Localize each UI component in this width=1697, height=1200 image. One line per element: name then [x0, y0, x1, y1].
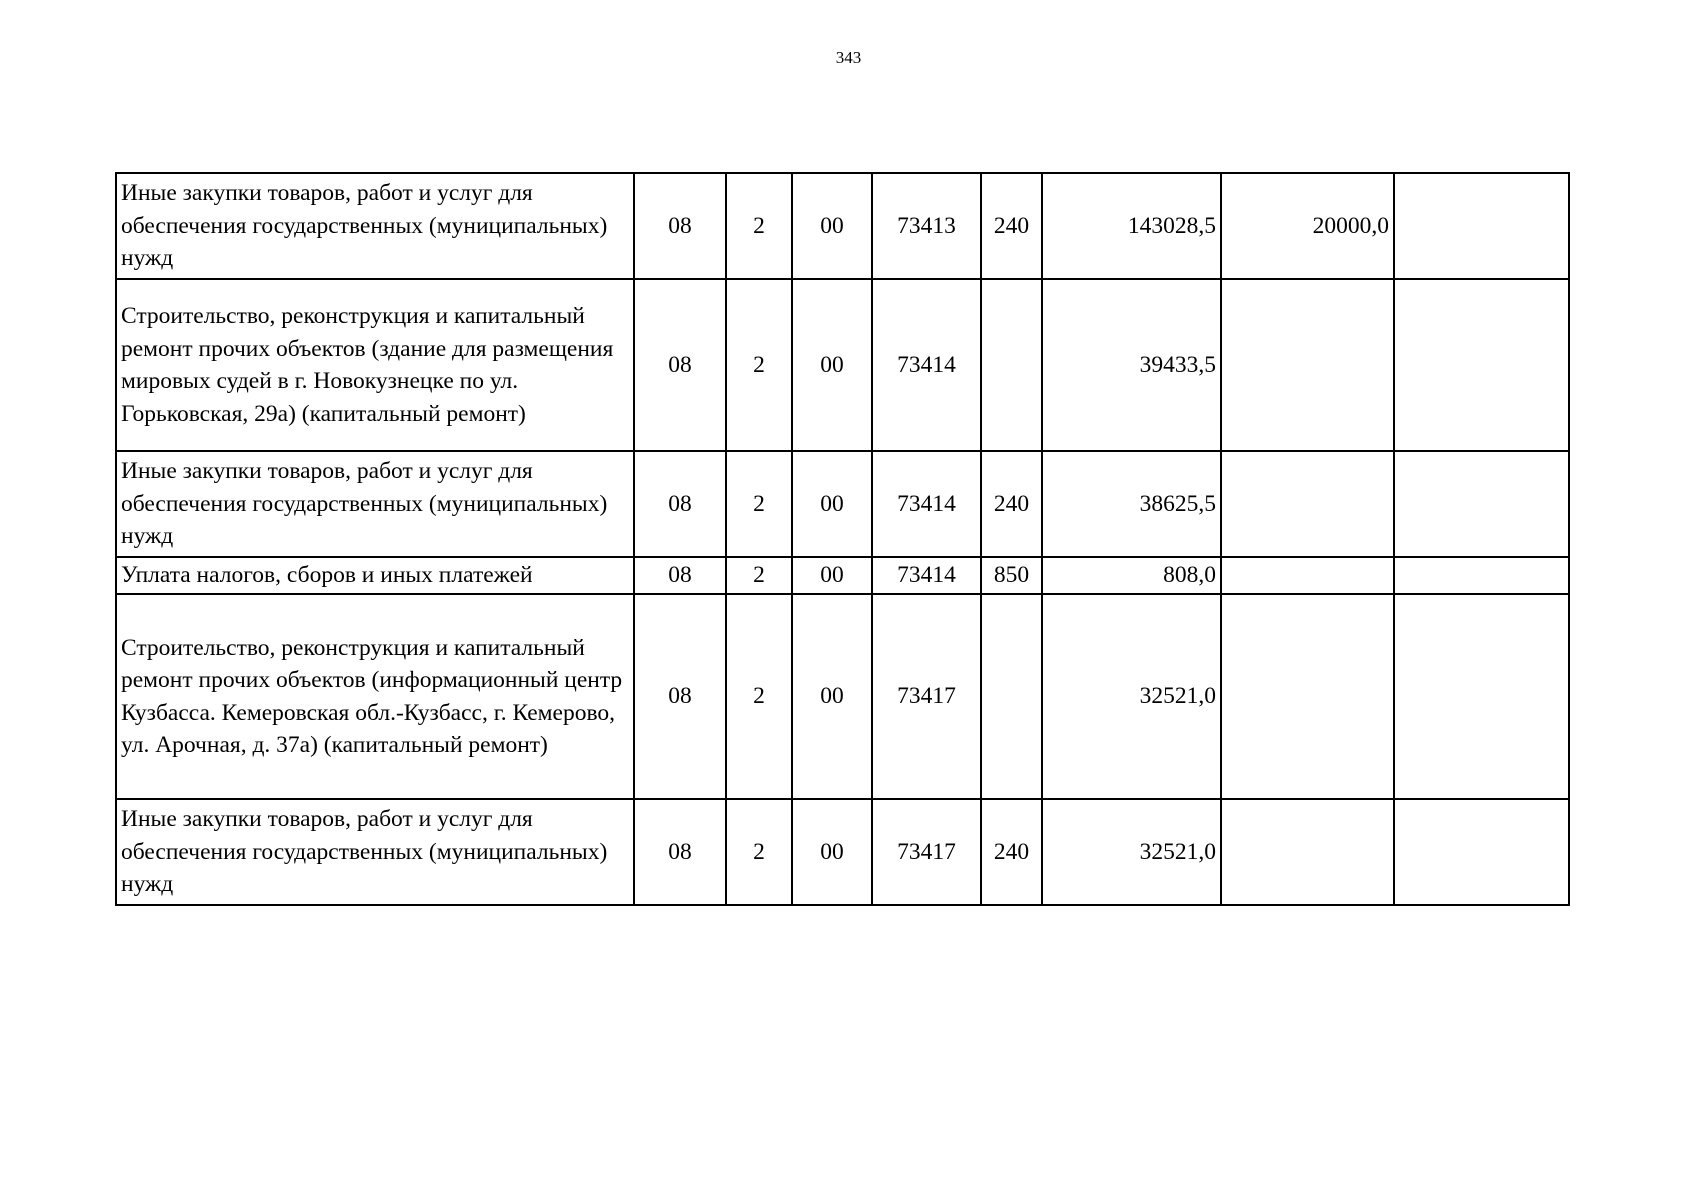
amount-3 — [1394, 173, 1569, 279]
program-code: 00 — [792, 594, 872, 799]
amount-2 — [1221, 279, 1394, 451]
target-code: 73413 — [872, 173, 981, 279]
amount-2 — [1221, 557, 1394, 594]
table-row — [116, 799, 1569, 905]
expense-type-code: 240 — [981, 173, 1042, 279]
section-code: 08 — [634, 799, 726, 905]
amount-1: 32521,0 — [1042, 799, 1221, 905]
target-code: 73414 — [872, 557, 981, 594]
amount-1: 32521,0 — [1042, 594, 1221, 799]
program-code: 00 — [792, 279, 872, 451]
program-code: 00 — [792, 173, 872, 279]
table-row — [116, 451, 1569, 557]
section-code: 08 — [634, 173, 726, 279]
section-code: 08 — [634, 557, 726, 594]
row-name: Иные закупки товаров, работ и услуг для обеспечения государственных (муниципальных) нужд — [116, 173, 634, 279]
row-name: Строительство, реконструкция и капитальный ремонт прочих объектов (здание для размещения мировых судей в г. Новокузнецке по ул. Горьковская, 29а) (капитальный ремонт) — [116, 279, 634, 451]
table-row — [116, 173, 1569, 279]
amount-3 — [1394, 799, 1569, 905]
amount-2 — [1221, 451, 1394, 557]
section-code: 08 — [634, 451, 726, 557]
expense-type-code: 850 — [981, 557, 1042, 594]
expense-type-code: 240 — [981, 799, 1042, 905]
target-code: 73417 — [872, 594, 981, 799]
target-code: 73414 — [872, 451, 981, 557]
subsection-code: 2 — [726, 557, 792, 594]
row-name: Иные закупки товаров, работ и услуг для обеспечения государственных (муниципальных) нужд — [116, 799, 634, 905]
target-code: 73414 — [872, 279, 981, 451]
subsection-code: 2 — [726, 799, 792, 905]
amount-2 — [1221, 799, 1394, 905]
amount-3 — [1394, 279, 1569, 451]
budget-table — [115, 172, 1570, 906]
subsection-code: 2 — [726, 451, 792, 557]
subsection-code: 2 — [726, 594, 792, 799]
expense-type-code: 240 — [981, 451, 1042, 557]
amount-3 — [1394, 451, 1569, 557]
row-name: Иные закупки товаров, работ и услуг для обеспечения государственных (муниципальных) нужд — [116, 451, 634, 557]
expense-type-code — [981, 279, 1042, 451]
program-code: 00 — [792, 799, 872, 905]
amount-1: 808,0 — [1042, 557, 1221, 594]
amount-1: 38625,5 — [1042, 451, 1221, 557]
subsection-code: 2 — [726, 173, 792, 279]
amount-1: 39433,5 — [1042, 279, 1221, 451]
row-name: Строительство, реконструкция и капитальный ремонт прочих объектов (информационный центр Кузбасса. Кемеровская обл.-Кузбасс, г. Кемерово, ул. Арочная, д. 37а) (капитальный ремонт) — [116, 594, 634, 799]
amount-2: 20000,0 — [1221, 173, 1394, 279]
amount-1: 143028,5 — [1042, 173, 1221, 279]
expense-type-code — [981, 594, 1042, 799]
table-row — [116, 557, 1569, 594]
program-code: 00 — [792, 557, 872, 594]
row-name: Уплата налогов, сборов и иных платежей — [116, 557, 634, 594]
amount-3 — [1394, 557, 1569, 594]
section-code: 08 — [634, 279, 726, 451]
table-row — [116, 279, 1569, 451]
program-code: 00 — [792, 451, 872, 557]
section-code: 08 — [634, 594, 726, 799]
target-code: 73417 — [872, 799, 981, 905]
table-row — [116, 594, 1569, 799]
amount-3 — [1394, 594, 1569, 799]
subsection-code: 2 — [726, 279, 792, 451]
amount-2 — [1221, 594, 1394, 799]
page-number: 343 — [835, 48, 862, 67]
